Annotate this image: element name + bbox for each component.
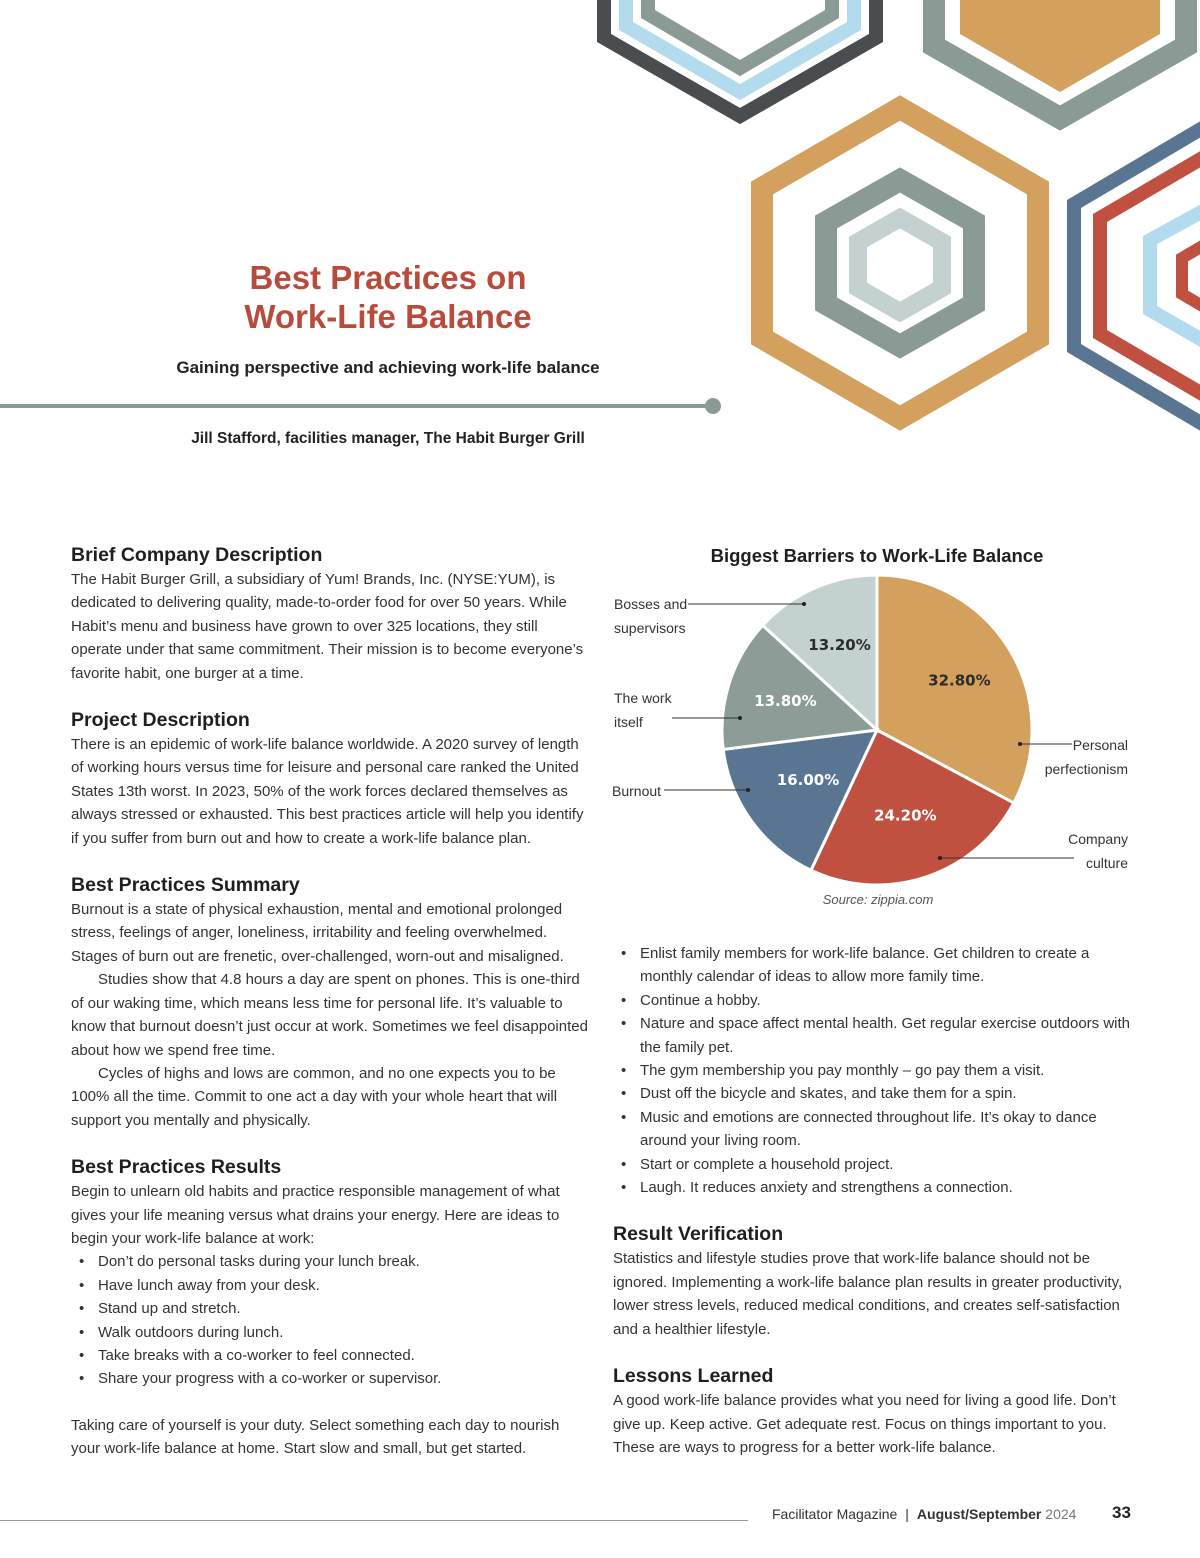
callout-dot [938,856,942,860]
section-body: Statistics and lifestyle studies prove that work-life balance should not be ignored. Implementing a work-life balance plan results in greater productivity, lower stress levels, reduced medical conditions, and creates self-satisfaction and a healthier lifestyle. [613,1250,1123,1338]
callout-dot [802,602,806,606]
hexagon-nested-center [762,108,1038,418]
slice-category-label: culture [1085,855,1128,871]
list-item: • Have lunch away from your desk. [71,1274,591,1297]
home-tips-list [613,942,1138,1199]
slice-category-label: The work [614,690,672,706]
slice-value-label: 24.20% [874,806,937,825]
list-item: • Enlist family members for work-life balance. Get children to create a monthly calendar of ideas to allow more family time. [613,942,1138,989]
callout-dot [746,788,750,792]
home-tips [613,942,1138,1199]
list-item: • Stand up and stretch. [71,1297,591,1320]
chart-source: Source: zippia.com [822,892,934,907]
results-intro: Begin to unlearn old habits and practice responsible management of what gives your life meaning versus what drains your energy. Here are ideas to begin your work-life balance at work: [71,1183,560,1247]
section-body: A good work-life balance provides what you need for living a good life. Don’t give up. Keep active. Get adequate rest. Focus on things important to you. These are ways to progress for a better work-life balance. [613,1392,1116,1456]
list-item: • Don’t do personal tasks during your lunch break. [71,1250,591,1273]
slice-category-label: Personal [1072,737,1128,753]
section-project [71,707,591,850]
section-body: There is an epidemic of work-life balance worldwide. A 2020 survey of length of working hours versus time for leisure and personal care ranked the United States 13th worst. In 2023, 50% of the work forces declared themselves as always stressed or exhausted. This best practices article will help you identify if you suffer from burn out and how to create a work-life balance plan. [71,736,584,847]
section-summary [71,872,591,1132]
magazine-name: Facilitator Magazine [772,1506,898,1522]
summary-paragraph-1: Burnout is a state of physical exhaustion, mental and emotional prolonged stress, feelings of anger, loneliness, irritability and feeling overwhelmed. Stages of burn out are frenetic, over-challenged, worn-out and misaligned. [71,901,564,965]
hexagon-cluster-right [1074,120,1200,432]
section-heading: Project Description [71,709,250,732]
work-tips-list [71,1250,591,1390]
slice-value-label: 32.80% [928,671,991,690]
section-heading: Lessons Learned [613,1365,774,1388]
slice-value-label: 13.80% [754,691,817,710]
slice-category-label: Bosses and [614,596,688,612]
summary-paragraph-3: Cycles of highs and lows are common, and no one expects you to be 100% all the time. Commit to one act a day with your whole heart that will support you mentally and physically. [71,1064,558,1129]
slice-value-label: 16.00% [776,771,840,790]
section-results [71,1154,591,1460]
hexagon-cluster-top-left [604,0,876,116]
list-item: • Start or complete a household project. [613,1153,1138,1176]
page-number: 33 [1112,1503,1131,1522]
subtitle: Gaining perspective and achieving work-life balance [176,358,600,377]
footer [772,1506,1076,1522]
list-item: • Take breaks with a co-worker to feel connected. [71,1344,591,1367]
author-byline: Jill Stafford, facilities manager, The Habit Burger Grill [191,430,585,447]
section-heading: Best Practices Results [71,1156,282,1179]
list-item: • Share your progress with a co-worker or supervisor. [71,1367,591,1390]
footer-separator: | [905,1506,909,1522]
pie-chart [600,570,1160,920]
page-title [140,258,636,336]
callout-dot [1018,742,1022,746]
issue-year: 2024 [1045,1506,1077,1522]
slice-category-label: itself [614,714,643,730]
section-lessons [613,1363,1138,1459]
list-item: • Laugh. It reduces anxiety and strengthens a connection. [613,1176,1138,1199]
section-verification [613,1221,1138,1341]
slice-category-label: supervisors [614,620,686,636]
issue-month: August/September [916,1506,1042,1522]
list-item: • Dust off the bicycle and skates, and take them for a spin. [613,1082,1138,1105]
summary-paragraph-2: Studies show that 4.8 hours a day are spent on phones. This is one-third of our waking time, which means less time for personal life. It’s valuable to know that burnout doesn’t just occur at work. Sometimes we feel disappointed about how we spend free time. [71,971,588,1059]
section-body: The Habit Burger Grill, a subsidiary of Yum! Brands, Inc. (NYSE:YUM), is dedicated to delivering quality, made-to-order food for over 50 years. While Habit’s menu and business have grown to over 325 locations, they still operate under that same commitment. Their mission is to become everyone’s favorite habit, one burger at a time. [71,571,584,682]
slice-value-label: 13.20% [808,635,871,654]
section-heading: Brief Company Description [71,544,323,566]
slice-category-label: Company [1068,831,1128,847]
chart-title: Biggest Barriers to Work-Life Balance [710,545,1044,566]
section-heading: Result Verification [613,1223,784,1246]
slice-category-label: perfectionism [1044,761,1128,777]
list-item: • The gym membership you pay monthly – go pay them a visit. [613,1059,1138,1082]
left-column [71,542,591,1483]
title-line-1: Best Practices on [249,259,527,296]
footer-rule [0,1520,748,1521]
section-heading: Best Practices Summary [71,874,300,897]
slice-category-label: Burnout [612,783,662,799]
callout-dot [738,716,742,720]
hexagon-orange-top-right [934,0,1186,118]
section-company [71,542,591,685]
list-item: • Nature and space affect mental health. Get regular exercise outdoors with the family pet. [613,1012,1138,1059]
divider-rule [0,404,712,408]
right-column [613,942,1138,1481]
list-item: • Walk outdoors during lunch. [71,1321,591,1344]
title-line-2: Work-Life Balance [244,298,532,335]
list-item: • Continue a hobby. [613,989,1138,1012]
results-closing: Taking care of yourself is your duty. Select something each day to nourish your work-life balance at home. Start slow and small, but get started. [71,1416,560,1458]
hexagon-decoration [0,0,1200,470]
divider-dot [705,398,721,414]
list-item: • Music and emotions are connected throughout life. It’s okay to dance around your living room. [613,1106,1138,1153]
